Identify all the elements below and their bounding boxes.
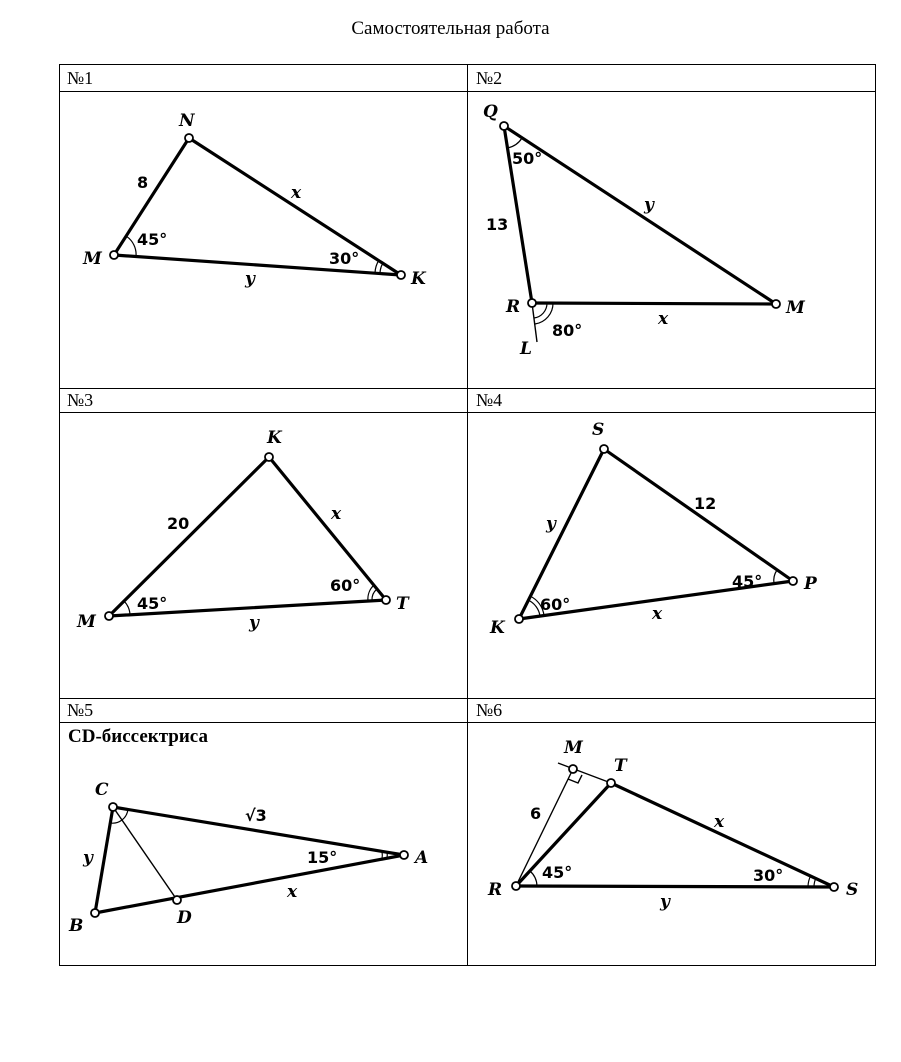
angle-arc-r xyxy=(530,871,537,886)
angle-label-k: 30° xyxy=(329,249,360,268)
label-k: K xyxy=(267,428,282,448)
vertex-a xyxy=(400,851,408,859)
angle-label-p: 45° xyxy=(732,572,763,591)
problem-table xyxy=(59,64,876,966)
angle-label-r: 45° xyxy=(542,863,573,882)
vertex-b xyxy=(91,909,99,917)
label-a: A xyxy=(415,848,429,868)
label-r: R xyxy=(488,880,503,900)
problem-3-number: №3 xyxy=(67,390,94,410)
side-label-kp: x xyxy=(652,604,663,624)
extension-mt xyxy=(558,763,611,783)
side-qm xyxy=(504,126,776,304)
vertex-t xyxy=(382,596,390,604)
label-k: K xyxy=(411,269,426,289)
angle-label-r: 80° xyxy=(552,321,583,340)
side-label-rm: x xyxy=(658,309,669,329)
extension-rl xyxy=(532,303,537,342)
side-nk xyxy=(189,138,401,275)
vertex-k xyxy=(515,615,523,623)
side-mk xyxy=(109,457,269,616)
side-label-ts: x xyxy=(714,812,725,832)
label-s: S xyxy=(592,420,605,440)
side-label-rs: y xyxy=(660,892,670,912)
side-label-mk: 20 xyxy=(167,514,190,533)
vertex-k xyxy=(397,271,405,279)
problem-6-number: №6 xyxy=(476,700,503,720)
label-t: T xyxy=(614,756,627,776)
triangle-diagram-1 xyxy=(59,92,467,388)
vertex-r xyxy=(512,882,520,890)
problem-5-subtitle: CD-биссектриса xyxy=(68,726,208,747)
vertex-q xyxy=(500,122,508,130)
side-label-mn: 8 xyxy=(137,173,149,192)
angle-label-m: 45° xyxy=(137,230,168,249)
label-n: N xyxy=(179,111,195,131)
problem-1-number: №1 xyxy=(67,68,94,88)
side-label-rm: 6 xyxy=(530,804,542,823)
label-k: K xyxy=(490,618,505,638)
label-m: M xyxy=(786,298,805,318)
label-q: Q xyxy=(483,102,498,122)
side-label-qm: y xyxy=(644,195,654,215)
angle-label-t: 60° xyxy=(330,576,361,595)
vertex-d xyxy=(173,896,181,904)
vertex-t xyxy=(607,779,615,787)
vertex-s xyxy=(830,883,838,891)
side-rm xyxy=(532,303,776,304)
bisector-cd xyxy=(113,807,177,900)
label-d: D xyxy=(177,908,192,928)
angle-arc-q xyxy=(507,138,522,148)
problem-2-number: №2 xyxy=(476,68,503,88)
label-b: B xyxy=(69,916,84,936)
side-sp xyxy=(604,449,793,581)
side-label-sp: 12 xyxy=(694,494,717,513)
label-r: R xyxy=(506,297,521,317)
label-l: L xyxy=(520,339,532,359)
side-label-mk: y xyxy=(245,269,255,289)
angle-label-k: 60° xyxy=(540,595,571,614)
triangle-diagram-5 xyxy=(59,723,467,966)
vertex-s xyxy=(600,445,608,453)
angle-arc-m xyxy=(124,601,130,615)
side-kt xyxy=(269,457,386,600)
side-label-mt: y xyxy=(249,613,259,633)
label-p: P xyxy=(804,574,817,594)
label-m: M xyxy=(83,249,102,269)
side-label-qr: 13 xyxy=(486,215,509,234)
triangle-diagram-3 xyxy=(59,413,467,698)
side-ts xyxy=(611,783,834,887)
side-label-ks: y xyxy=(546,514,556,534)
side-label-nk: x xyxy=(291,183,302,203)
triangle-diagram-6 xyxy=(468,723,876,966)
page-title: Самостоятельная работа xyxy=(351,18,550,39)
side-ks xyxy=(519,449,604,619)
side-label-cb: y xyxy=(83,848,93,868)
problem-4-number: №4 xyxy=(476,390,503,410)
label-t: T xyxy=(396,594,409,614)
angle-label-m: 45° xyxy=(137,594,168,613)
vertex-m xyxy=(772,300,780,308)
label-m: M xyxy=(564,738,583,758)
angle-arc-m xyxy=(126,236,136,257)
angle-label-s: 30° xyxy=(753,866,784,885)
vertex-r xyxy=(528,299,536,307)
vertex-k xyxy=(265,453,273,461)
vertex-n xyxy=(185,134,193,142)
side-ba xyxy=(95,855,404,913)
angle-arc-p xyxy=(774,570,777,584)
side-rs xyxy=(516,886,834,887)
label-m: M xyxy=(77,612,96,632)
vertex-m xyxy=(105,612,113,620)
vertex-m xyxy=(569,765,577,773)
label-c: C xyxy=(95,780,109,800)
vertex-c xyxy=(109,803,117,811)
angle-label-q: 50° xyxy=(512,149,543,168)
angle-label-a: 15° xyxy=(307,848,338,867)
triangle-diagram-2 xyxy=(468,92,876,388)
triangle-diagram-4 xyxy=(468,413,876,698)
label-s: S xyxy=(846,880,859,900)
side-label-kt: x xyxy=(331,504,342,524)
side-label-da: x xyxy=(287,882,298,902)
side-label-ca: √3 xyxy=(245,806,267,825)
vertex-m xyxy=(110,251,118,259)
vertex-p xyxy=(789,577,797,585)
problem-5-number: №5 xyxy=(67,700,94,720)
